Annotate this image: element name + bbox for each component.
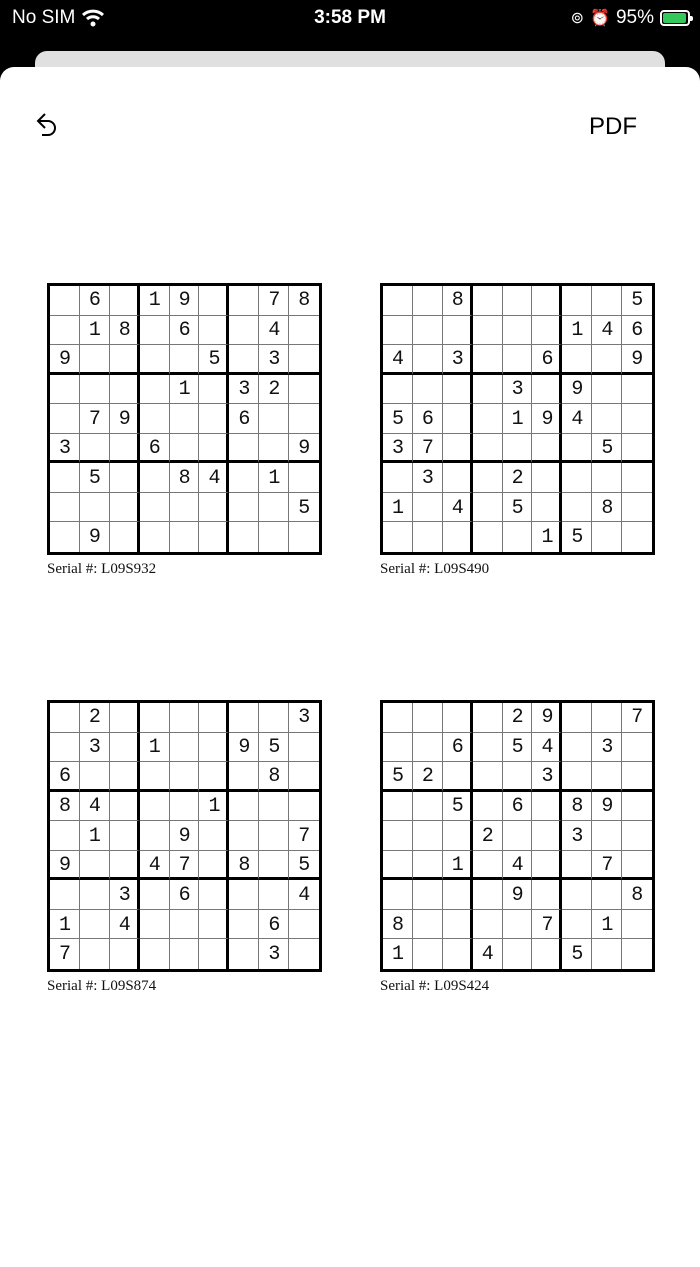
status-bar xyxy=(0,0,700,40)
sudoku-grid-wrapper xyxy=(47,700,329,972)
alarm-icon: ⏰ xyxy=(590,10,610,27)
serial-number: Serial #: L09S490 xyxy=(380,561,490,577)
sudoku-row-digits: 1 4 6 xyxy=(59,913,329,937)
sudoku-row-digits: 79 6 xyxy=(59,407,329,431)
sudoku-puzzle xyxy=(47,283,329,578)
sudoku-row-digits: 1 4 7 xyxy=(392,854,662,878)
sudoku-grid-wrapper xyxy=(380,700,662,972)
sudoku-row-digits: 7 3 xyxy=(59,943,329,967)
sudoku-row-digits: 9 xyxy=(59,526,329,550)
sudoku-row-digits: 5 84 1 xyxy=(59,467,329,491)
carrier-label: No SIM xyxy=(12,7,76,28)
sudoku-row-digits: 9 5 3 xyxy=(59,348,329,372)
sudoku-row-digits: 1 9 7 xyxy=(59,824,329,848)
sudoku-row-digits: 6 8 xyxy=(59,765,329,789)
sudoku-row-digits: 1 4 5 xyxy=(392,943,662,967)
undo-icon xyxy=(33,110,63,142)
sudoku-row-digits: 3 6 4 xyxy=(59,884,329,908)
sudoku-row-digits: 5 6 89 xyxy=(392,795,662,818)
sudoku-puzzle xyxy=(47,700,329,995)
sudoku-row-digits: 1 4 5 8 xyxy=(392,496,662,520)
clock: 3:58 PM xyxy=(314,7,386,28)
sudoku-row-digits: 146 xyxy=(392,318,662,342)
sudoku-row-digits: 6 54 3 xyxy=(392,735,662,759)
sudoku-row-digits: 3 9 xyxy=(392,378,662,401)
orientation-lock-icon: ⊚ xyxy=(570,10,585,27)
sudoku-puzzle xyxy=(380,283,662,578)
pdf-button[interactable]: PDF xyxy=(589,113,637,140)
serial-number: Serial #: L09S874 xyxy=(47,978,157,994)
battery-icon xyxy=(660,10,690,26)
sudoku-row-digits: 4 3 6 9 xyxy=(392,348,662,372)
undo-button[interactable] xyxy=(33,110,63,142)
sudoku-row-digits: 29 7 xyxy=(392,706,662,729)
sudoku-row-digits: 9 8 xyxy=(392,884,662,908)
sudoku-puzzle xyxy=(380,700,662,995)
sudoku-row-digits: 2 3 xyxy=(59,706,329,729)
sudoku-row-digits: 3 2 xyxy=(392,467,662,491)
sudoku-row-digits: 84 1 xyxy=(59,795,329,818)
sudoku-row-digits: 2 3 xyxy=(392,824,662,848)
sudoku-row-digits: 1 32 xyxy=(59,378,329,401)
sudoku-row-digits: 6 19 78 xyxy=(59,289,329,312)
sudoku-row-digits: 52 3 xyxy=(392,765,662,789)
sudoku-row-digits: 37 5 xyxy=(392,437,662,461)
sudoku-row-digits: 56 194 xyxy=(392,407,662,431)
battery-percent: 95% xyxy=(615,7,654,28)
sudoku-grid-wrapper xyxy=(47,283,329,555)
sudoku-row-digits: 15 xyxy=(392,526,662,550)
modal-sheet xyxy=(0,67,700,1267)
sudoku-row-digits: 5 xyxy=(59,496,329,520)
sudoku-row-digits: 8 5 xyxy=(392,289,662,312)
sudoku-grid-wrapper xyxy=(380,283,662,555)
sudoku-row-digits: 9 47 8 5 xyxy=(59,854,329,878)
sudoku-row-digits: 18 6 4 xyxy=(59,318,329,342)
sudoku-row-digits: 3 1 95 xyxy=(59,735,329,759)
serial-number: Serial #: L09S932 xyxy=(47,561,157,577)
sudoku-row-digits: 3 6 9 xyxy=(59,437,329,461)
serial-number: Serial #: L09S424 xyxy=(380,978,490,994)
sudoku-row-digits: 8 7 1 xyxy=(392,913,662,937)
